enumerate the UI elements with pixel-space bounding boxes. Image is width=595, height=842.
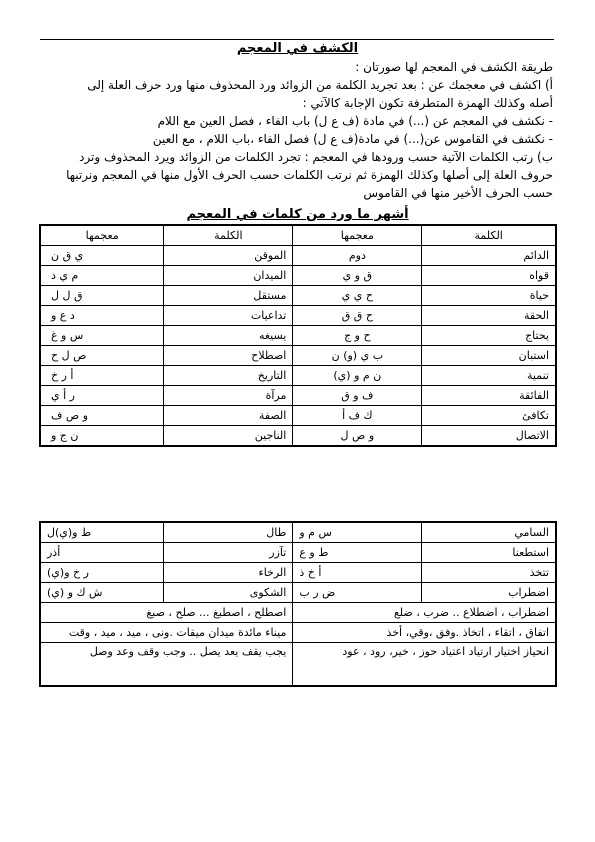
table-header-row — [40, 225, 556, 246]
table-row — [40, 346, 556, 366]
word-cell: الميدان — [164, 266, 293, 286]
root-cell: ض ر ب — [293, 583, 422, 603]
table-row — [40, 583, 556, 603]
word-cell: اصطلاح — [164, 346, 293, 366]
merged-cell: اصطلح ، اصطبغ ... صلح ، صبغ — [40, 603, 293, 623]
root-cell: س و غ — [40, 326, 164, 346]
word-cell: الموقن — [164, 246, 293, 266]
root-cell: أ ر خ — [40, 366, 164, 386]
root-cell: ك ف أ — [293, 406, 422, 426]
root-cell: أ خ ذ — [293, 563, 422, 583]
word-cell: تتخذ — [422, 563, 556, 583]
merged-cell: اضطراب ، اضطلاع .. ضرب ، ضلع — [293, 603, 556, 623]
root-cell: ح و ج — [293, 326, 422, 346]
table-row — [40, 266, 556, 286]
merged-cell: ميناء مائدة ميدان ميقات .ونى ، ميد ، ميد ، وقت — [40, 623, 293, 643]
column-header: معجمها — [293, 225, 422, 246]
word-cell: تآزر — [164, 543, 293, 563]
intro-line-2: أ) اكشف في معجمك عن : بعد تجريد الكلمة من الزوائد ورد المحذوف منها ورد حرف العلة إلى — [87, 78, 553, 92]
table-row — [40, 426, 556, 447]
word-cell: تنمية — [422, 366, 556, 386]
table-row-merged — [40, 603, 556, 623]
column-header: الكلمة — [164, 225, 293, 246]
root-cell: و ص ل — [293, 426, 422, 447]
word-cell: مستقل — [164, 286, 293, 306]
root-cell: م ي د — [40, 266, 164, 286]
word-cell: حياة — [422, 286, 556, 306]
word-cell: الشكوى — [164, 583, 293, 603]
word-cell: يحتاج — [422, 326, 556, 346]
root-cell: ح ي ي — [293, 286, 422, 306]
intro-line-6: ب) رتب الكلمات الآتية حسب ورودها في المعجم : تجرد الكلمات من الزوائد ويرد المحذوف وترد — [79, 150, 553, 164]
intro-line-3: أصله وكذلك الهمزة المتطرفة تكون الإجابة كالآتي : — [302, 96, 553, 110]
root-cell: ط و ع — [293, 543, 422, 563]
word-cell: الناجين — [164, 426, 293, 447]
words-table-1 — [39, 224, 557, 447]
root-cell: ن م و (ي) — [293, 366, 422, 386]
word-cell: طال — [164, 522, 293, 543]
table-row-merged — [40, 643, 556, 687]
table-row — [40, 543, 556, 563]
merged-cell: يجب يقف يعد يصل .. وجب وقف وعد وصل — [40, 643, 293, 687]
word-cell: تداعيات — [164, 306, 293, 326]
root-cell: ش ك و (ي) — [40, 583, 164, 603]
root-cell: ر خ و(ي) — [40, 563, 164, 583]
table-row — [40, 286, 556, 306]
table-row — [40, 563, 556, 583]
table-row — [40, 326, 556, 346]
root-cell: س م و — [293, 522, 422, 543]
intro-line-5: - نكشف في القاموس عن(...) في مادة(ف ع ل) فصل الفاء ،باب اللام ، مع العين — [152, 132, 553, 146]
root-cell: و ص ف — [40, 406, 164, 426]
table-row — [40, 366, 556, 386]
column-header: معجمها — [40, 225, 164, 246]
table-row — [40, 306, 556, 326]
word-cell: التاريخ — [164, 366, 293, 386]
word-cell: الرخاء — [164, 563, 293, 583]
table-row — [40, 406, 556, 426]
merged-cell: انحياز اختيار ارتياد اعتياد حوز ، خير، رود ، عود — [293, 643, 556, 687]
root-cell: ق و ي — [293, 266, 422, 286]
word-cell: تكافئ — [422, 406, 556, 426]
table-row — [40, 522, 556, 543]
intro-line-7: حروف العلة إلى أصلها وكذلك الهمزة ثم نرتب الكلمات حسب الحرف الأول منها في المعجم ونرتبها — [66, 168, 553, 182]
word-cell: الفائقة — [422, 386, 556, 406]
root-cell: ف و ق — [293, 386, 422, 406]
word-cell: الدائم — [422, 246, 556, 266]
table-title: أشهر ما ورد من كلمات في المعجم — [186, 207, 409, 222]
word-cell: اضطراب — [422, 583, 556, 603]
merged-cell: اتفاق ، اتقاء ، اتخاذ .وفق ،وقي، أخذ — [293, 623, 556, 643]
intro-line-8: حسب الحرف الأخير منها في القاموس — [363, 186, 553, 200]
intro-line-1: طريقة الكشف في المعجم لها صورتان : — [355, 60, 553, 74]
words-table-2 — [39, 521, 557, 687]
root-cell: أذر — [40, 543, 164, 563]
top-rule — [40, 39, 554, 40]
table-row-merged — [40, 623, 556, 643]
word-cell: الحقة — [422, 306, 556, 326]
column-header: الكلمة — [422, 225, 556, 246]
page-title: الكشف في المعجم — [236, 41, 359, 56]
word-cell: استبان — [422, 346, 556, 366]
intro-line-4: - نكشف في المعجم عن (...) في مادة (ف ع ل) باب الفاء ، فصل العين مع اللام — [157, 114, 553, 128]
root-cell: ب ي (و) ن — [293, 346, 422, 366]
root-cell: ح ق ق — [293, 306, 422, 326]
root-cell: ط و(ي)ل — [40, 522, 164, 543]
word-cell: يسيغه — [164, 326, 293, 346]
root-cell: ي ق ن — [40, 246, 164, 266]
table-row — [40, 386, 556, 406]
root-cell: د ع و — [40, 306, 164, 326]
root-cell: ر أ ي — [40, 386, 164, 406]
root-cell: دوم — [293, 246, 422, 266]
word-cell: قواه — [422, 266, 556, 286]
word-cell: استطعنا — [422, 543, 556, 563]
root-cell: ق ل ل — [40, 286, 164, 306]
root-cell: ص ل ح — [40, 346, 164, 366]
word-cell: مرآة — [164, 386, 293, 406]
table-row — [40, 246, 556, 266]
root-cell: ن ج و — [40, 426, 164, 447]
word-cell: الصفة — [164, 406, 293, 426]
word-cell: الاتصال — [422, 426, 556, 447]
word-cell: السامي — [422, 522, 556, 543]
